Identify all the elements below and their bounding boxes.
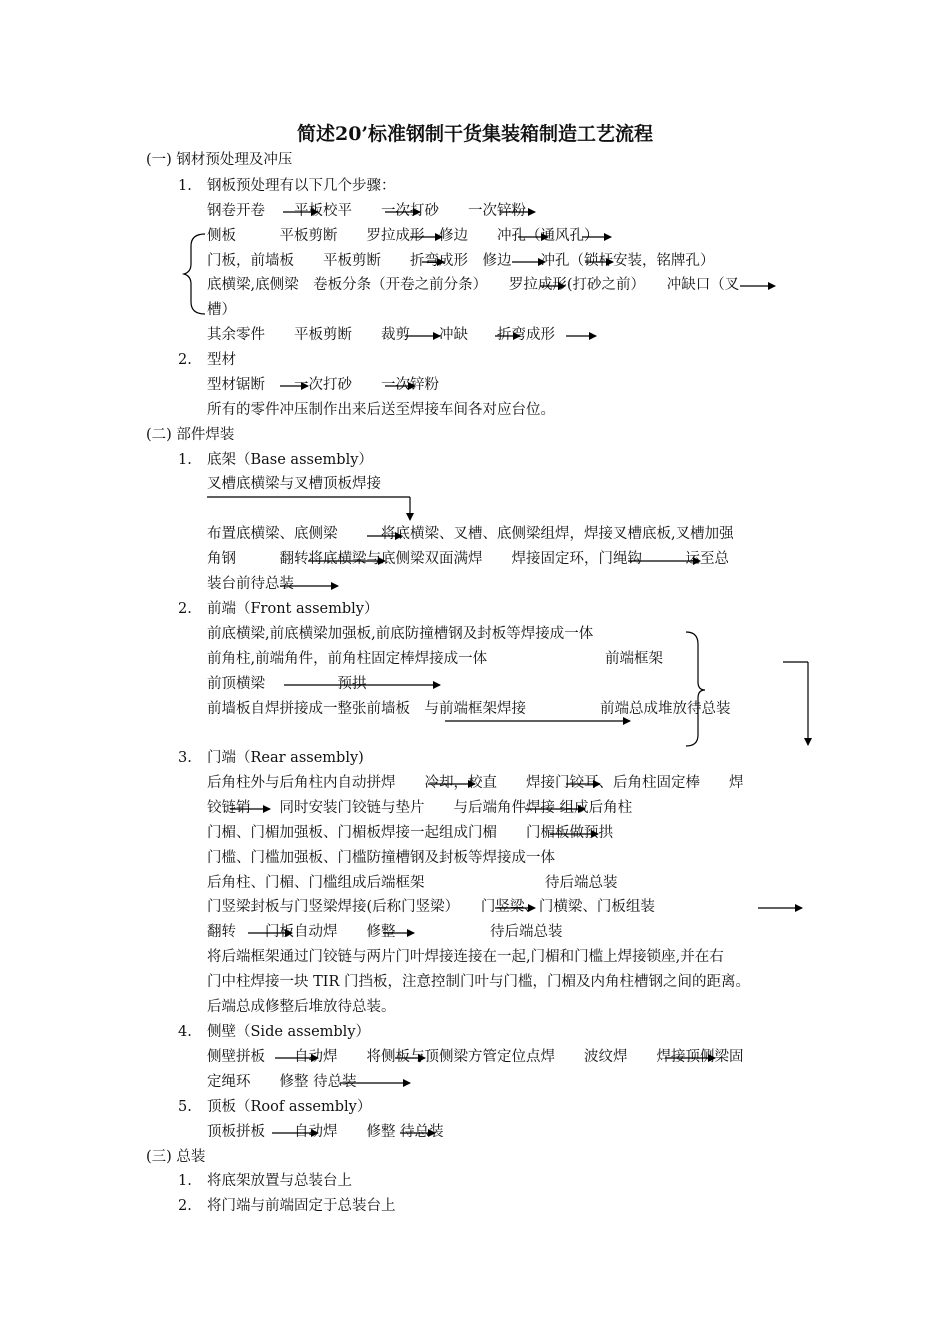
item-text: 将底架放置与总装台上 [207,1173,352,1189]
flow-line: 钢卷开卷 平板校平 一次打砂 一次锌粉 [207,203,526,219]
item-heading: 门端（Rear assembly) [207,750,364,766]
flow-line: 定绳环 修整 待总装 [207,1074,357,1090]
item-heading: 型材 [207,352,236,368]
item-number: 1. [178,178,192,194]
flow-line: 待后端总装 [490,924,563,940]
flow-line: 叉槽底横梁与叉槽顶板焊接 [207,476,381,492]
item-number: 4. [178,1024,192,1040]
flow-line: 型材锯断 一次打砂 一次锌粉 [207,377,439,393]
item-number: 3. [178,750,192,766]
item-number: 1. [178,1173,192,1189]
section-heading: (二) 部件焊装 [146,427,235,443]
paragraph: 门中柱焊接一块 TIR 门挡板，注意控制门叶与门槛，门楣及内角柱槽钢之间的距离。 [207,974,751,990]
item-number: 1. [178,452,192,468]
section-heading: (三) 总装 [146,1149,206,1165]
flow-line: 翻转 门板自动焊 修整 [207,924,396,940]
flow-line: 前角柱,前端角件，前角柱固定棒焊接成一体 [207,651,488,667]
flow-line: 布置底横梁、底侧梁 将底横梁、叉槽、底侧梁组焊，焊接叉槽底板,叉槽加强 [207,526,734,542]
paragraph: 将后端框架通过门铰链与两片门叶焊接连接在一起,门楣和门槛上焊接锁座,并在右 [207,949,724,965]
flow-line: 门槛、门槛加强板、门槛防撞槽钢及封板等焊接成一体 [207,850,555,866]
item-heading: 底架（Base assembly） [207,452,373,468]
flow-line: 后角柱、门楣、门槛组成后端框架 [207,875,425,891]
flow-line: 待后端总装 [545,875,618,891]
item-text: 将门端与前端固定于总装台上 [207,1198,396,1214]
item-heading: 顶板（Roof assembly） [207,1099,372,1115]
brace-icon [184,234,205,314]
flow-line: 侧壁拼板 自动焊 将侧板与顶侧梁方管定位点焊 波纹焊 焊接顶侧梁固 [207,1049,744,1065]
item-number: 2. [178,352,192,368]
flow-line: 前端总成堆放待总装 [600,701,731,717]
item-heading: 前端（Front assembly） [207,601,379,617]
item-heading: 钢板预处理有以下几个步骤： [207,178,396,194]
flow-line: 门楣、门楣加强板、门楣板焊接一起组成门楣 门楣板做预拱 [207,825,613,841]
flow-line: 后角柱外与后角柱内自动拼焊 冷却，校直 焊接门铰耳、后角柱固定棒 焊 [207,775,744,791]
section-heading: (一) 钢材预处理及冲压 [146,152,293,168]
item-number: 5. [178,1099,192,1115]
flow-line: 门竖梁封板与门竖梁焊接(后称门竖梁） 门竖梁、门横梁、门板组装 [207,899,655,915]
item-number: 2. [178,601,192,617]
flow-line: 前墙板自焊拼接成一整张前墙板 与前端框架焊接 [207,701,526,717]
flow-line: 槽） [207,302,236,318]
flow-line: 铰链销 同时安装门铰链与垫片 与后端角件焊接 组成后角柱 [207,800,633,816]
flow-line: 角钢 翻转将底横梁与底侧梁双面满焊 焊接固定环，门绳钩 运至总 [207,551,729,567]
flow-line: 底横梁,底侧梁 卷板分条（开卷之前分条） 罗拉成形(打砂之前） 冲缺口（叉 [207,277,740,293]
paragraph: 所有的零件冲压制作出来后送至焊接车间各对应台位。 [207,402,555,418]
flow-line: 前底横梁,前底横梁加强板,前底防撞槽钢及封板等焊接成一体 [207,626,594,642]
flow-line: 前端框架 [605,651,663,667]
flow-line: 装台前待总装 [207,576,294,592]
flow-line: 前顶横梁 预拱 [207,676,367,692]
item-number: 2. [178,1198,192,1214]
flow-line: 侧板 平板剪断 罗拉成形 修边 冲孔（通风孔） [207,228,599,244]
paragraph: 后端总成修整后堆放待总装。 [207,999,396,1015]
flow-line: 其余零件 平板剪断 裁剪 冲缺 折弯成形 [207,327,555,343]
flow-line: 门板，前墙板 平板剪断 折弯成形 修边 冲孔（锁杆安装，铭牌孔） [207,253,715,269]
brace-icon [686,632,705,746]
flow-line: 顶板拼板 自动焊 修整 待总装 [207,1124,444,1140]
page-title: 简述20’标准钢制干货集装箱制造工艺流程 [296,123,654,145]
item-heading: 侧壁（Side assembly） [207,1024,371,1040]
